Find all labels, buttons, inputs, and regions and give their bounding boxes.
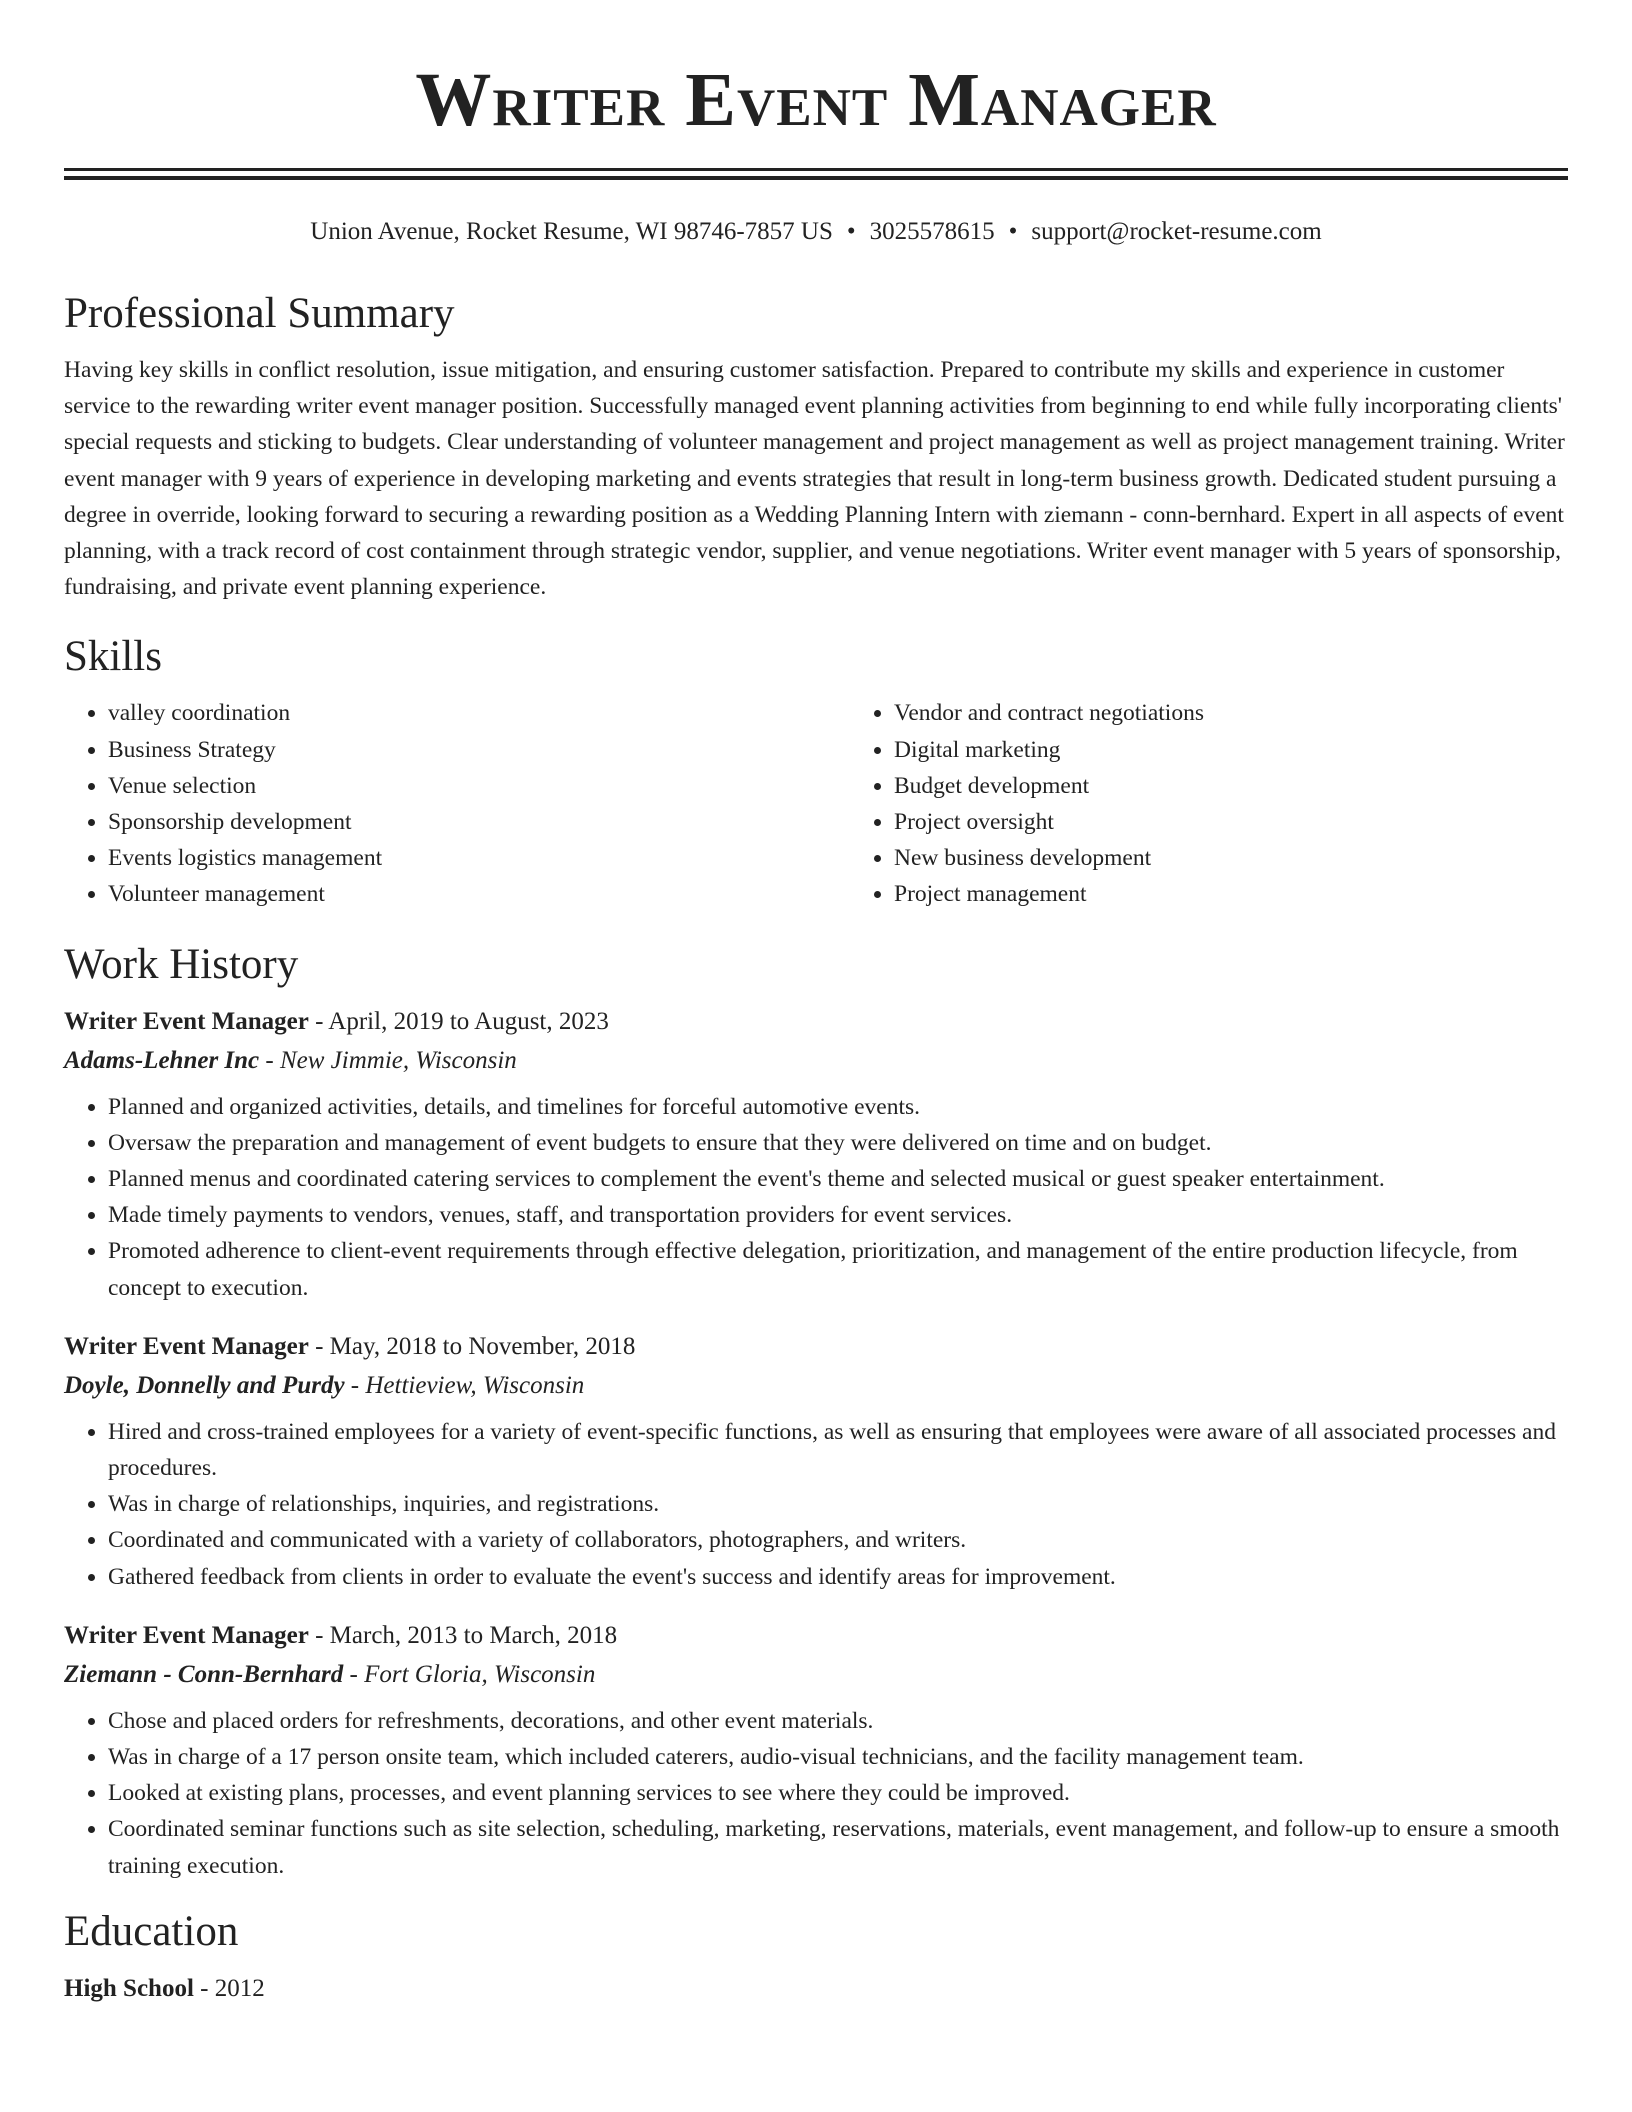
contact-separator: •: [1008, 218, 1018, 245]
job-bullet: • Promoted adherence to client-event requirements through effective delegation, prioritization, and management of the entire production lifecycle, from concept to execution.: [108, 1233, 1568, 1305]
job-entry: [64, 1003, 1568, 1306]
job-bullet: • Planned and organized activities, details, and timelines for forceful automotive events.: [108, 1089, 1568, 1125]
skill-item: • Project management: [894, 876, 1594, 912]
skill-item: • Venue selection: [108, 768, 850, 804]
job-role: Writer Event Manager: [64, 1007, 309, 1035]
job-dates: - May, 2018 to November, 2018: [308, 1332, 636, 1360]
skill-item: • Budget development: [894, 768, 1594, 804]
candidate-name: Writer Event Manager: [415, 58, 1217, 142]
job-bullet: • Planned menus and coordinated catering services to complement the event's theme and selected musical or guest speaker entertainment.: [108, 1161, 1568, 1197]
job-entry: [64, 1617, 1568, 1884]
work-history-heading: Work History: [64, 940, 299, 988]
job-header: [64, 1617, 1568, 1655]
skill-item: • Project oversight: [894, 804, 1594, 840]
education-year: - 2012: [193, 1974, 265, 2002]
job-company: Ziemann - Conn-Bernhard: [64, 1660, 344, 1688]
job-bullet: • Hired and cross-trained employees for a variety of event-specific functions, as well as ensuring that employees were aware of all associated processes and procedures.: [108, 1414, 1568, 1486]
job-bullets: [64, 1703, 1568, 1884]
header-rule-bottom: [64, 176, 1568, 180]
education-heading: Education: [64, 1907, 239, 1955]
skill-item: • Sponsorship development: [108, 804, 850, 840]
job-bullet: • Made timely payments to vendors, venues, staff, and transportation providers for event services.: [108, 1197, 1568, 1233]
job-entry: [64, 1328, 1568, 1595]
job-employer: [64, 1655, 1568, 1695]
summary-section: [64, 288, 1568, 605]
contact-email: support@rocket-resume.com: [1031, 218, 1322, 245]
skills-section: [64, 631, 1568, 912]
skill-item: • Volunteer management: [108, 876, 850, 912]
contact-separator: •: [846, 218, 856, 245]
skill-item: • New business development: [894, 840, 1594, 876]
resume-content: [64, 288, 1568, 2008]
job-dates: - March, 2013 to March, 2018: [308, 1621, 618, 1649]
job-header: [64, 1328, 1568, 1366]
job-location: - New Jimmie, Wisconsin: [259, 1046, 517, 1074]
job-bullet: • Was in charge of a 17 person onsite team, which included caterers, audio-visual technicians, and the facility management team.: [108, 1739, 1568, 1775]
skill-item: • Digital marketing: [894, 732, 1594, 768]
job-bullet: • Was in charge of relationships, inquiries, and registrations.: [108, 1486, 1568, 1522]
skills-column-right: [850, 695, 1594, 912]
job-header: [64, 1003, 1568, 1041]
job-bullets: [64, 1414, 1568, 1595]
skill-item: • Business Strategy: [108, 732, 850, 768]
contact-phone: 3025578615: [869, 218, 995, 245]
skill-item: • valley coordination: [108, 695, 850, 731]
education-entry: [64, 1970, 1568, 2008]
summary-text: Having key skills in conflict resolution, issue mitigation, and ensuring customer satisfaction. Prepared to contribute my skills and experience in customer service to the rewarding writer event manager position. Successfully managed event planning activities from beginning to end while fully incorporating clients' special requests and sticking to budgets. Clear understanding of volunteer management and project management as well as project management training. Writer event manager with 9 years of experience in developing marketing and events strategies that result in long-term business growth. Dedicated student pursuing a degree in override, looking forward to securing a rewarding position as a Wedding Planning Intern with ziemann - conn-bernhard. Expert in all aspects of event planning, with a track record of cost containment through strategic vendor, supplier, and venue negotiations. Writer event manager with 5 years of sponsorship, fundraising, and private event planning experience.: [64, 357, 1565, 601]
job-company: Doyle, Donnelly and Purdy: [64, 1371, 345, 1399]
job-bullet: • Coordinated seminar functions such as site selection, scheduling, marketing, reservations, materials, event management, and follow-up to ensure a smooth training execution.: [108, 1811, 1568, 1883]
job-employer: [64, 1041, 1568, 1081]
skills-columns: [64, 695, 1568, 912]
work-history-section: [64, 939, 1568, 1884]
job-bullet: • Gathered feedback from clients in order to evaluate the event's success and identify areas for improvement.: [108, 1559, 1568, 1595]
job-location: - Fort Gloria, Wisconsin: [343, 1660, 596, 1688]
job-role: Writer Event Manager: [64, 1332, 309, 1360]
contact-line: [64, 214, 1568, 250]
job-role: Writer Event Manager: [64, 1621, 309, 1649]
skill-item: • Events logistics management: [108, 840, 850, 876]
education-section: [64, 1906, 1568, 2008]
job-company: Adams-Lehner Inc: [64, 1046, 260, 1074]
header-rule-top: [64, 168, 1568, 171]
education-degree: High School: [64, 1974, 194, 2002]
job-location: - Hettieview, Wisconsin: [344, 1371, 585, 1399]
job-employer: [64, 1366, 1568, 1406]
job-dates: - April, 2019 to August, 2023: [308, 1007, 609, 1035]
job-bullets: [64, 1089, 1568, 1306]
job-bullet: • Looked at existing plans, processes, and event planning services to see where they could be improved.: [108, 1775, 1568, 1811]
job-bullet: • Chose and placed orders for refreshments, decorations, and other event materials.: [108, 1703, 1568, 1739]
skills-heading: Skills: [64, 633, 162, 681]
skills-column-left: [64, 695, 850, 912]
summary-heading: Professional Summary: [64, 290, 455, 337]
skill-item: • Vendor and contract negotiations: [894, 695, 1594, 731]
job-bullet: • Coordinated and communicated with a variety of collaborators, photographers, and writers.: [108, 1522, 1568, 1558]
contact-address: Union Avenue, Rocket Resume, WI 98746-7857 US: [310, 218, 833, 245]
job-bullet: • Oversaw the preparation and management of event budgets to ensure that they were delivered on time and on budget.: [108, 1125, 1568, 1161]
